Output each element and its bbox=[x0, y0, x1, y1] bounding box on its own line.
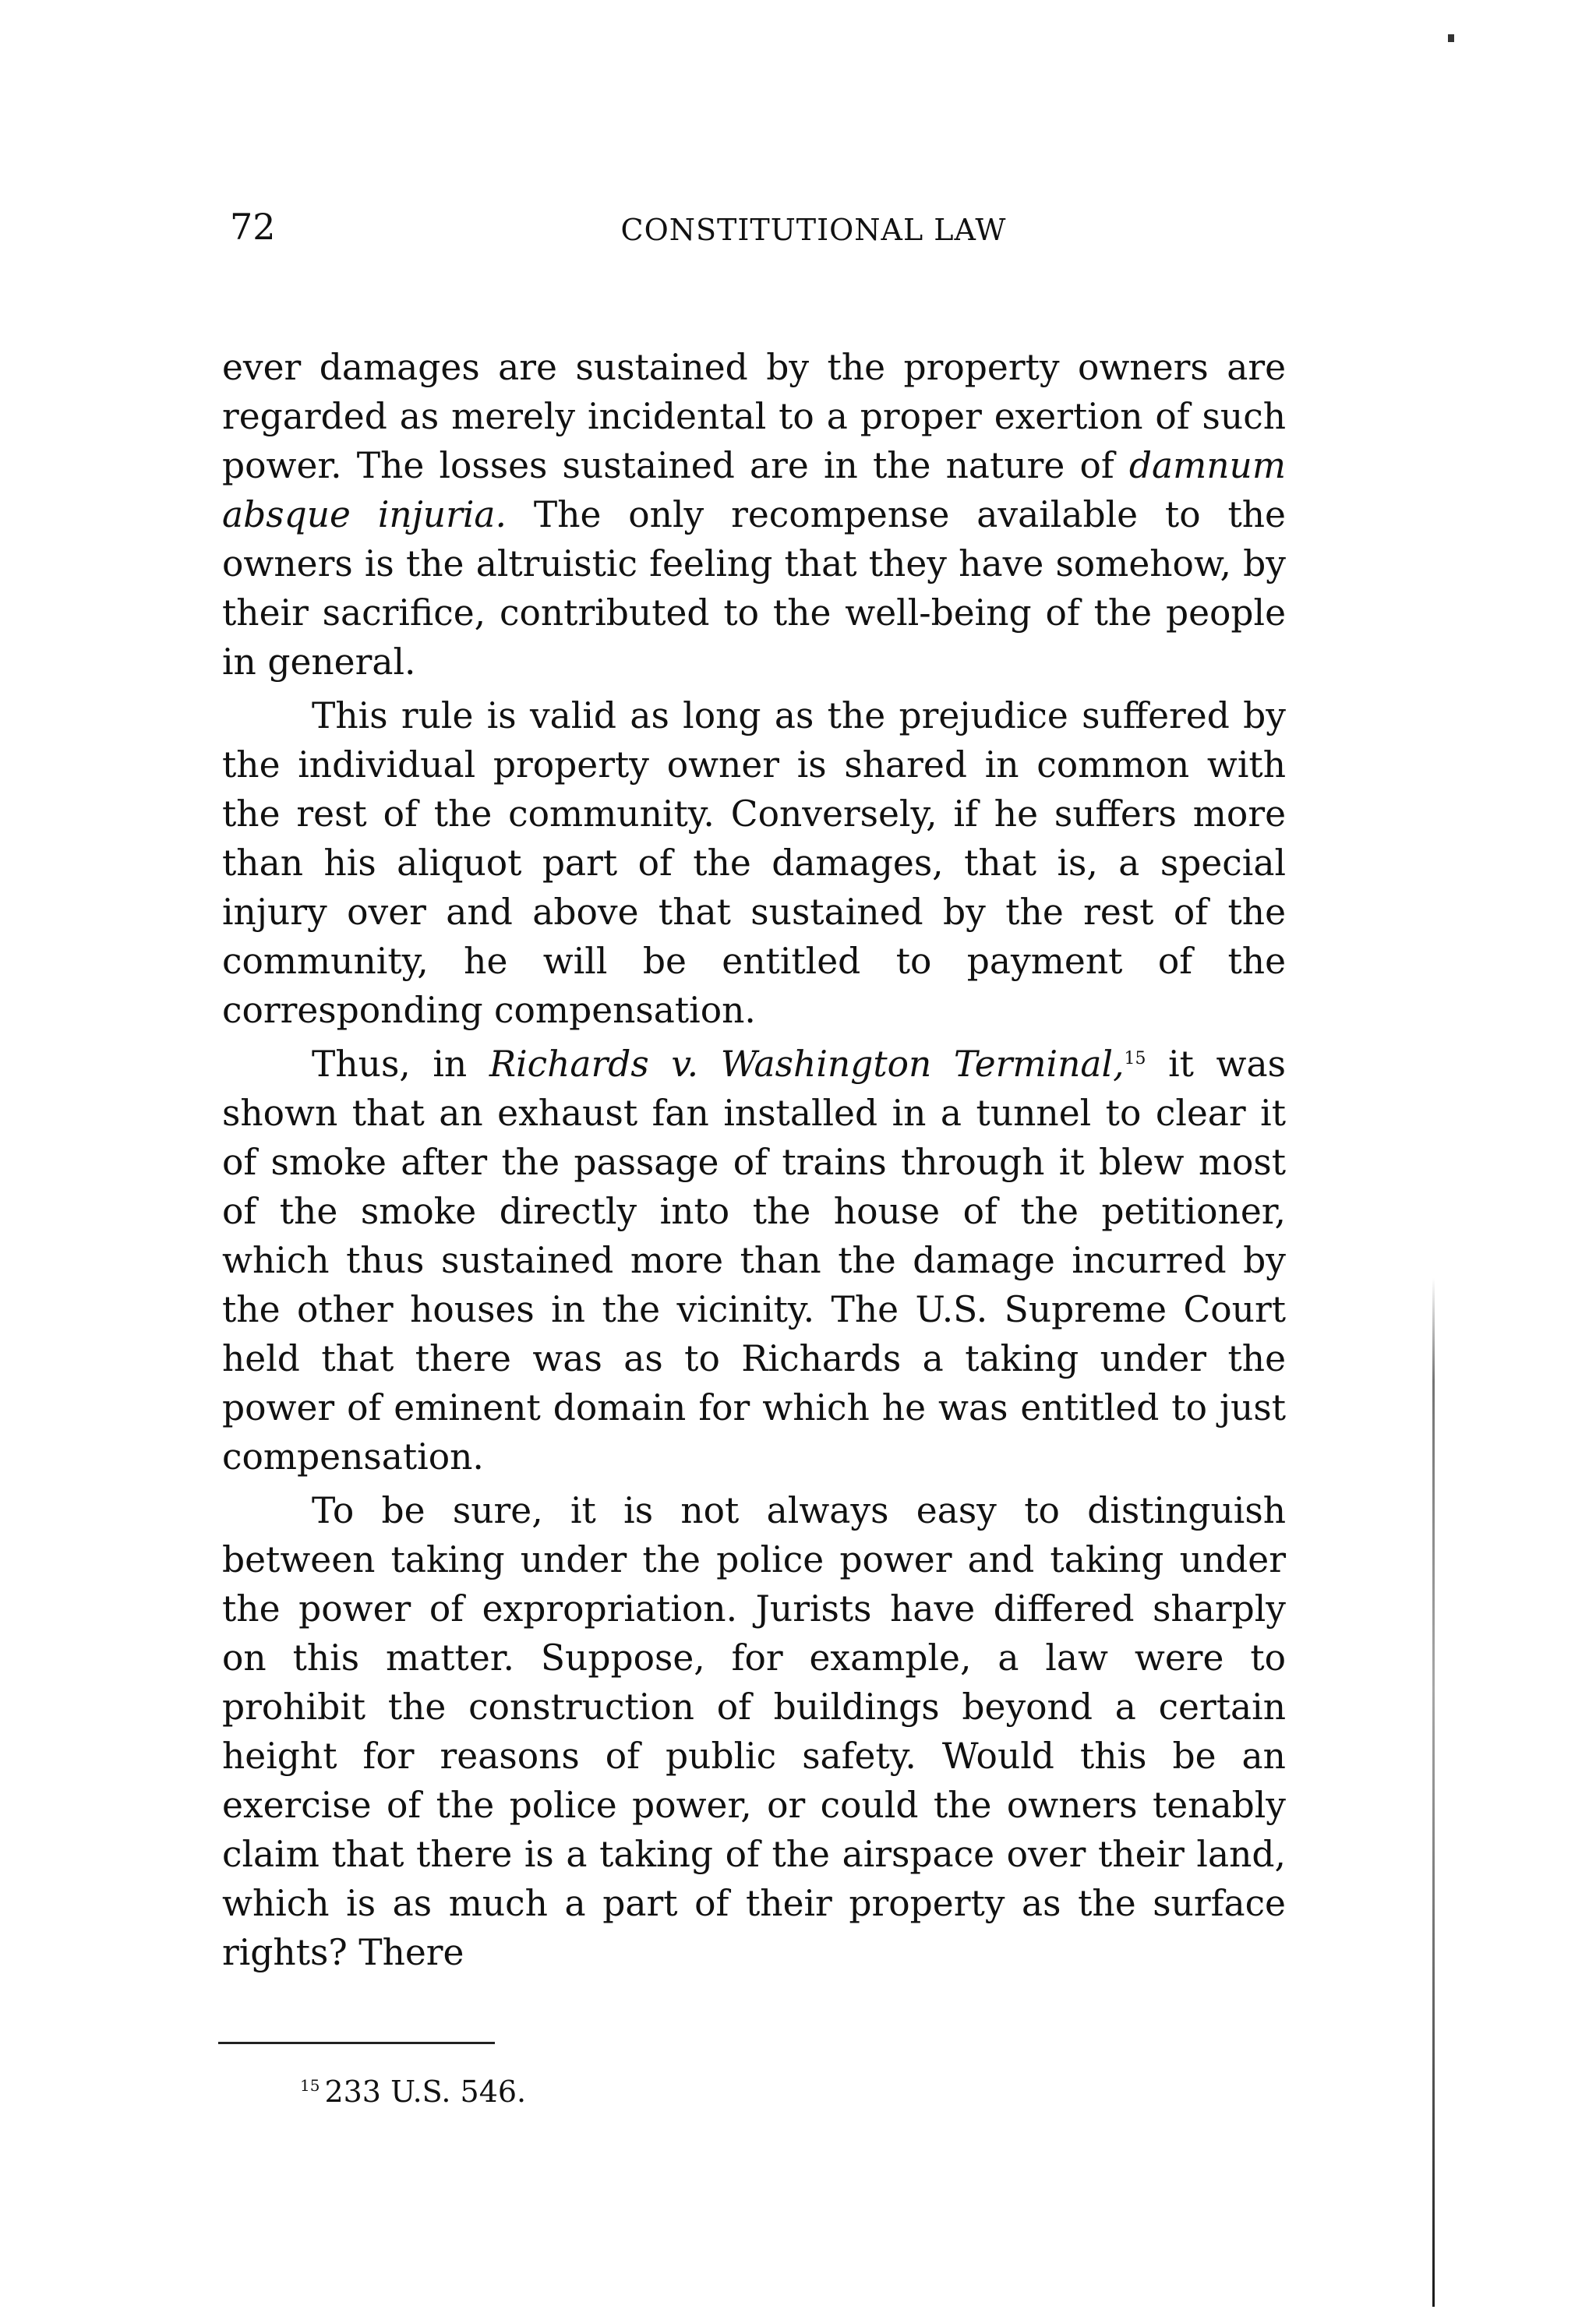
paragraph-1 bbox=[222, 343, 1286, 687]
paragraph-3-rest: it was shown that an exhaust fan installed in a tunnel to clear it of smoke after the passage of trains through it blew most of the smoke directly into the house of the petitioner, which thus sustained more than the damage incurred by the other houses in the vicinity. The U.S. Supreme Court held that there was as to Richards a taking under the power of eminent domain for which he was entitled to just compensation. bbox=[222, 1043, 1286, 1478]
footnote-divider bbox=[218, 2042, 495, 2044]
case-name: Richards v. Washington Terminal, bbox=[489, 1043, 1125, 1085]
scan-edge-shadow bbox=[1432, 1278, 1435, 2307]
paragraph-4: To be sure, it is not always easy to distinguish between taking under the police power and taking under the power of expropriation. Jurists have differed sharply on this matter. Suppose, for example, a law were to prohibit the construction of buildings beyond a certain height for reasons of public safety. Would this be an exercise of the police power, or could the owners tenably claim that there is a taking of the airspace over their land, which is as much a part of their property as the surface rights? There bbox=[222, 1490, 1286, 1973]
footnote-reference: 15 bbox=[1124, 1048, 1146, 1068]
paragraph-2: This rule is valid as long as the prejudice suffered by the individual property owner is shared in common with the rest of the community. Conversely, if he suffers more than his aliquot part of the damages, that is, a special injury over and above that sustained by the rest of the community, he will be entitled to payment of the corresponding compensation. bbox=[222, 695, 1286, 1031]
scan-artifact bbox=[1448, 34, 1454, 42]
paragraph-3 bbox=[222, 1040, 1286, 1481]
body-text bbox=[222, 343, 1286, 1977]
running-head: CONSTITUTIONAL LAW bbox=[620, 213, 1007, 247]
latin-phrase: damnum absque injuria. bbox=[222, 445, 1286, 535]
footnote-number: 15 bbox=[300, 2076, 320, 2096]
paragraph-1-text: ever damages are sustained by the property owners are regarded as merely incidental to a proper exertion of such power. The losses sustained are in the nature of bbox=[222, 347, 1286, 486]
paragraph-3-start: Thus, in bbox=[312, 1043, 489, 1085]
paragraph-1-rest: The only recompense available to the owners is the altruistic feeling that they have somehow, by their sacrifice, contributed to the well-being of the people in general. bbox=[222, 494, 1286, 683]
footnote-15 bbox=[300, 2075, 527, 2109]
page-number: 72 bbox=[230, 206, 276, 248]
footnote-text: 233 U.S. 546. bbox=[324, 2075, 527, 2109]
